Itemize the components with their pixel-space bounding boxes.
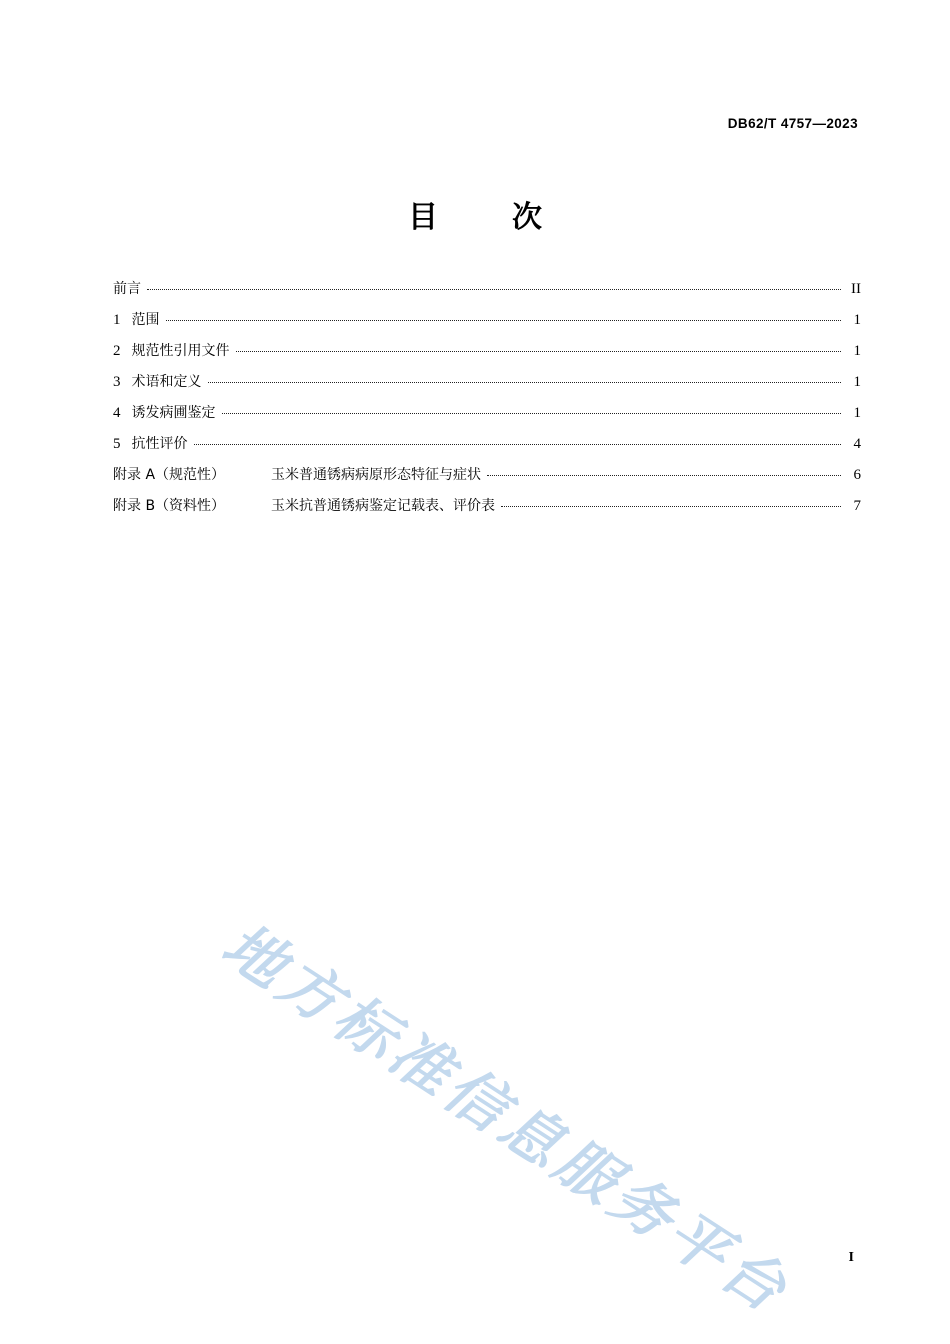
- toc-entry[interactable]: [113, 282, 861, 313]
- watermark-text: 地方标准信息服务平台: [210, 909, 802, 1329]
- toc-leader-dots: [194, 444, 842, 445]
- toc-entry[interactable]: [113, 313, 861, 344]
- toc-entry-label: 玉米普通锈病病原形态特征与症状: [271, 467, 481, 483]
- toc-entry-page: 1: [853, 312, 861, 328]
- toc-entry-label: 术语和定义: [131, 374, 202, 390]
- toc-leader-dots: [208, 382, 842, 383]
- toc-entry[interactable]: [113, 375, 861, 406]
- page-number: I: [848, 1250, 854, 1265]
- page-title: 目 次: [408, 200, 564, 235]
- toc-entry-number: 3: [113, 374, 121, 390]
- table-of-contents: [113, 282, 861, 530]
- toc-entry-number: 附录 B（资料性）: [113, 498, 226, 514]
- toc-entry[interactable]: [113, 406, 861, 437]
- standard-number: DB62/T 4757—2023: [727, 116, 858, 131]
- toc-entry-page: 6: [853, 467, 861, 483]
- toc-entry-page: 7: [853, 498, 861, 514]
- toc-entry-page: 1: [853, 374, 861, 390]
- toc-entry[interactable]: [113, 468, 861, 499]
- toc-entry-number: 附录 A（规范性）: [113, 467, 226, 483]
- toc-leader-dots: [222, 413, 842, 414]
- toc-entry-label: 玉米抗普通锈病鉴定记载表、评价表: [271, 498, 495, 514]
- toc-leader-dots: [487, 475, 841, 476]
- watermark: [210, 772, 802, 1329]
- toc-entry-label: 前言: [113, 281, 141, 297]
- toc-entry-number: 4: [113, 405, 121, 421]
- toc-leader-dots: [236, 351, 842, 352]
- toc-entry-number: 5: [113, 436, 121, 452]
- toc-entry-page: II: [851, 281, 861, 297]
- toc-entry-label: 抗性评价: [131, 436, 188, 452]
- toc-entry-label: 范围: [131, 312, 160, 328]
- toc-entry[interactable]: [113, 437, 861, 468]
- toc-leader-dots: [147, 289, 841, 290]
- toc-entry[interactable]: [113, 499, 861, 530]
- toc-leader-dots: [501, 506, 841, 507]
- toc-entry-page: 1: [853, 405, 861, 421]
- toc-entry-label: 诱发病圃鉴定: [131, 405, 216, 421]
- toc-entry-number: 1: [113, 312, 121, 328]
- toc-entry-page: 4: [853, 436, 861, 452]
- toc-entry-number: 2: [113, 343, 121, 359]
- toc-leader-dots: [166, 320, 842, 321]
- toc-entry[interactable]: [113, 344, 861, 375]
- toc-entry-page: 1: [853, 343, 861, 359]
- toc-entry-label: 规范性引用文件: [131, 343, 230, 359]
